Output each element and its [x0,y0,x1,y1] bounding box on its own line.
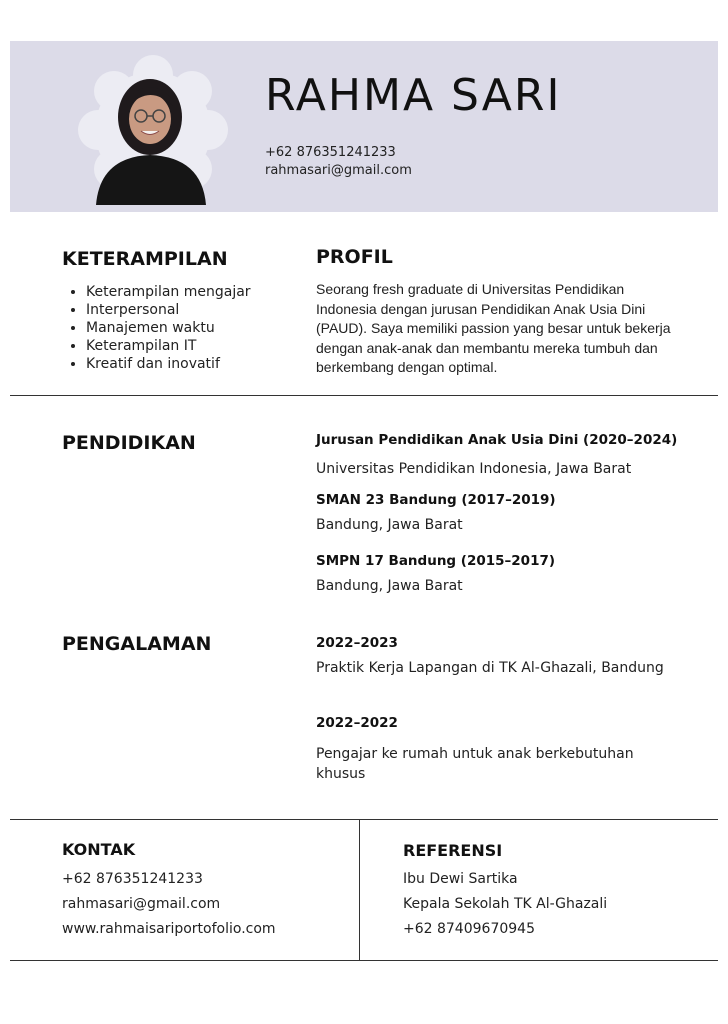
reference-phone: +62 87409670945 [403,921,535,937]
reference-role: Kepala Sekolah TK Al-Ghazali [403,896,608,912]
divider [10,960,718,961]
header-phone: +62 876351241233 [265,145,396,160]
header-email: rahmasari@gmail.com [265,163,412,178]
contact-email: rahmasari@gmail.com [62,896,221,912]
experience-title: PENGALAMAN [62,633,212,655]
divider [10,819,718,820]
reference-title: REFERENSI [403,841,503,860]
education-heading: SMAN 23 Bandung (2017–2019) [316,492,556,508]
experience-detail: Pengajar ke rumah untuk anak berkebutuhan khusus [316,746,634,782]
skill-item: • Kreatif dan inovatif [86,355,251,373]
experience-detail: Praktik Kerja Lapangan di TK Al-Ghazali, Bandung [316,660,664,676]
skills-list [70,283,251,373]
skill-item: • Manajemen waktu [86,319,251,337]
skills-title: KETERAMPILAN [62,248,228,270]
experience-period: 2022–2022 [316,715,398,731]
skill-item: • Keterampilan IT [86,337,251,355]
education-title: PENDIDIKAN [62,432,196,454]
contact-phone: +62 876351241233 [62,871,203,887]
profile-photo [78,55,228,205]
skill-item: • Interpersonal [86,301,251,319]
reference-name: Ibu Dewi Sartika [403,871,518,887]
education-detail: Universitas Pendidikan Indonesia, Jawa Barat [316,461,632,477]
education-detail: Bandung, Jawa Barat [316,578,463,594]
skill-item: • Keterampilan mengajar [86,283,251,301]
column-divider [359,819,360,960]
education-detail: Bandung, Jawa Barat [316,517,463,533]
education-heading: Jurusan Pendidikan Anak Usia Dini (2020–2024) [316,432,678,448]
candidate-name: RAHMA SARI [265,70,562,121]
divider [10,395,718,396]
contact-title: KONTAK [62,840,136,859]
profile-title: PROFIL [316,246,393,268]
education-heading: SMPN 17 Bandung (2015–2017) [316,553,556,569]
contact-website: www.rahmaisariportofolio.com [62,921,276,937]
profile-summary: Seorang fresh graduate di Universitas Pendidikan Indonesia dengan jurusan Pendidikan Anak Usia Dini (PAUD). Saya memiliki passion yang besar untuk bekerja dengan anak-anak dan membantu mereka tumbuh dan berkembang dengan optimal. [316,281,671,375]
experience-period: 2022–2023 [316,635,398,651]
